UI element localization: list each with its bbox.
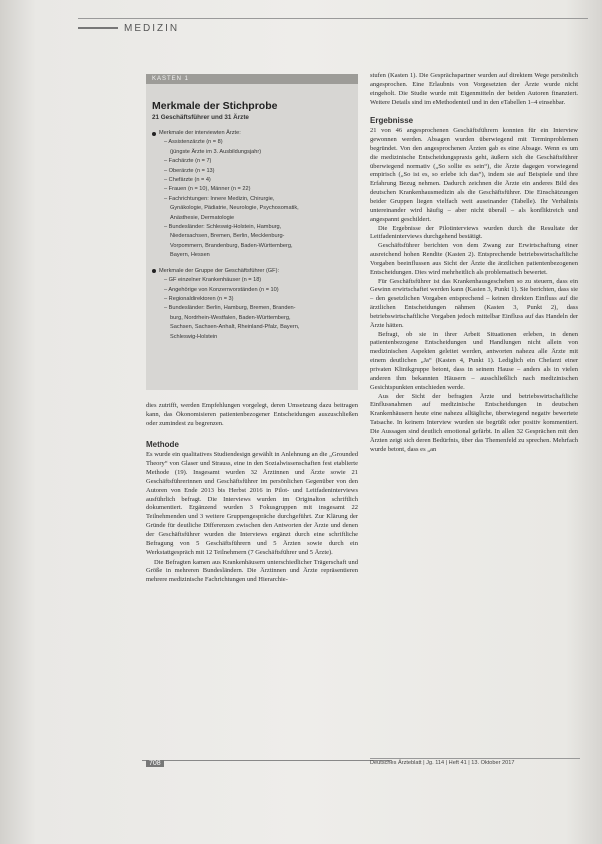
- list-item: Schleswig-Holstein: [170, 333, 218, 340]
- box-tag: [146, 74, 358, 84]
- box-subtitle: 21 Geschäftsführer und 31 Ärzte: [152, 114, 249, 121]
- header-rule: [78, 27, 118, 29]
- footer-rule-left: [142, 760, 392, 773]
- left-column: [146, 402, 358, 585]
- box-bullet: [152, 267, 356, 276]
- bullet-dot-icon: [152, 132, 156, 136]
- box-tag-label: KASTEN 1: [152, 76, 190, 82]
- list-item: – Bundesländer: Schleswig-Holstein, Hamburg,: [164, 224, 282, 231]
- results-paragraph: 21 von 46 angesprochenen Geschäftsführern konnten für ein Interview gewonnen werden. Absagen wurden überwiegend mit Terminproblemen begründet. Von den angesprochenen Ärzten gab es eine Absage. Wenn es um die medizinische Entscheidungspraxis geht, äußern sich die Geschäftsführer überwiegend normativ („So sollte es sein“), die Ärzte dagegen vorwiegend empirisch („So ist es, so erlebe ich das“), indem sie auf Beispiele und ihre Erfahrung Bezug nehmen. Dadurch zeichnen die Ärzte ein anderes Bild des deutschen Krankenhausmedizin als die Geschäftsführer. Die Einschätzungen beider Gruppen liegen vielfach weit auseinander (Tabelle). Ihr Verhältnis untereinander wird häufig – aber nicht überall – als konfliktreich und angespannt geschildert.: [370, 127, 578, 223]
- box-bullet: [152, 129, 356, 138]
- list-item: Bayern, Hessen: [170, 252, 210, 259]
- list-item: – Regionaldirektoren (n = 3): [164, 295, 234, 302]
- list-item: – Frauen (n = 10), Männer (n = 22): [164, 186, 251, 193]
- list-item: – Fachrichtungen: Innere Medizin, Chirurgie,: [164, 195, 275, 202]
- list-item: (jüngste Ärzte im 3. Ausbildungsjahr): [170, 148, 262, 155]
- bullet-lead: Merkmale der Gruppe der Geschäftsführer (GF):: [159, 267, 279, 274]
- info-box: [146, 74, 358, 390]
- list-item: – Chefärzte (n = 4): [164, 177, 211, 184]
- box-title: Merkmale der Stichprobe: [152, 100, 278, 112]
- journal-footer: Deutsches Ärzteblatt | Jg. 114 | Heft 41 | 13. Oktober 2017: [370, 760, 515, 766]
- list-item: – GF einzelner Krankenhäuser (n = 18): [164, 277, 262, 284]
- bullet-lead: Merkmale der interviewten Ärzte:: [159, 130, 241, 136]
- list-item: – Assistenzärzte (n = 8): [164, 139, 223, 146]
- list-item: – Fachärzte (n = 7): [164, 158, 212, 165]
- results-paragraph: Die Ergebnisse der Pilotinterviews wurden durch die Resultate der Leitfadeninterviews durchgehend bestätigt.: [370, 224, 578, 241]
- results-paragraph: Aus der Sicht der befragten Ärzte und betriebswirtschaftliche Einflussnahmen auf medizinische Entscheidungen in deutschen Krankenhäusern heute eine nahezu alltägliche, überwiegend negativ bewertete Tatsache. In keinem Interview wurden sie begrüßt oder positiv kommentiert. Die Aussagen sind deutlich emotional gefärbt. In allen 32 Gesprächen mit den Ärzten zeigt sich deren Bedürfnis, über das Themenfeld zu sprechen. Mehrfach wurde betont, dass es „an: [370, 392, 578, 453]
- list-item: – Oberärzte (n = 13): [164, 167, 215, 174]
- results-paragraph: Für Geschäftsführer ist das Krankenhausgeschehen so zu steuern, dass ein Gewinn erwirtschaftet werden kann (Kasten 3, Punkt 1). Sie berichten, dass sie – den gesetzlichen Vorgaben entsprechend – keinen direkten Einfluss auf die ärztlichen Entscheidungen nähmen (Kasten 3, Punkt 2), dass betriebswirtschaftliche Vorgaben jedoch mittelbar Einfluss auf das Handeln der Ärzte hätten.: [370, 277, 578, 329]
- page-number: 708: [146, 760, 164, 767]
- box-list: [152, 126, 356, 342]
- results-paragraph: Befragt, ob sie in ihrer Arbeit Situationen erleben, in denen patientenbezogene Entscheidungen und Handlungen nicht allein von medizinischen Aspekten geleitet werden, antworten nahezu alle Ärzte mit einem deutlichen „Ja“ (Kasten 4, Punkt 1). Lediglich ein Chefarzt einer privaten Klinikgruppe betont, dass in seinem Hause – anders als in vielen anderen ihm bekannten Häusern – ausschließlich nach medizinischen Gesichtspunkten entschieden werde.: [370, 330, 578, 391]
- results-paragraph: Geschäftsführer berichten von dem Zwang zur Erwirtschaftung einer ausreichend hohen Rendite (Kasten 2). Entsprechende betriebswirtschaftliche Vorgaben beeinflussen aus Sicht der Ärzte die ärztlichen patientenbezogenen Entscheidungen. Dies wird mehrheitlich als problematisch bewertet.: [370, 242, 578, 276]
- results-heading: Ergebnisse: [370, 116, 414, 126]
- method-paragraph: Die Befragten kamen aus Krankenhäusern unterschiedlicher Trägerschaft und Größe in mehreren Bundesländern. Die Ärztinnen und Ärzte repräsentieren mehrere medizinische Fachrichtungen und Hierarchie-: [146, 558, 358, 584]
- section-header: [78, 18, 588, 37]
- list-item: Anästhesie, Dermatologie: [170, 214, 235, 221]
- intro-paragraph: dies zutrifft, werden Empfehlungen vorgelegt, deren Umsetzung dazu beitragen kann, das Ökonomisieren patientenbezogener Entscheidungen auszuschließen oder zumindest zu begrenzen.: [146, 402, 358, 427]
- bullet-dot-icon: [152, 269, 156, 273]
- list-item: Niedersachsen, Bremen, Berlin, Mecklenburg-: [170, 233, 285, 240]
- list-item: Sachsen, Sachsen-Anhalt, Rheinland-Pfalz, Bayern,: [170, 324, 300, 331]
- list-item: burg, Nordrhein-Westfalen, Baden-Württemberg,: [170, 314, 291, 321]
- list-item: – Bundesländer: Berlin, Hamburg, Bremen, Branden-: [164, 305, 296, 312]
- section-label: MEDIZIN: [124, 22, 180, 34]
- right-column: [370, 72, 578, 454]
- intro-paragraph: stufen (Kasten 1). Die Gesprächspartner wurden auf direktem Wege persönlich angesprochen. Eine Erlaubnis von Vorgesetzten der Ärzte wurde nicht eingeholt. Die Studie wurde mit Eigenmitteln der beiden Autoren finanziert. Weitere Details sind im eMethodenteil und in den eTabellen 1–4 einsehbar.: [370, 72, 578, 106]
- footer-rule-right: [370, 758, 580, 759]
- list-item: Gynäkologie, Pädiatrie, Neurologie, Psychosomatik,: [170, 205, 299, 212]
- list-item: – Angehörige von Konzernvorständen (n = 10): [164, 286, 279, 293]
- method-paragraph: Es wurde ein qualitatives Studiendesign gewählt in Anlehnung an die „Grounded Theory“ von Glaser und Strauss, eine in den Sozialwissenschaften fest etablierte Methode (19). Insgesamt wurden 32 Ärztinnen und Ärzte sowie 21 Geschäftsführerinnen und Geschäftsführer im persönlichen Gegenüber von den Autoren von Ende 2013 bis Herbst 2016 in Pilot- und Leitfadeninterviews ausführlich befragt. Die Interviews wurden im Originalton schriftlich dokumentiert. Ergänzend wurden 3 Fokusgruppen mit insgesamt 22 Teilnehmenden und 3 weitere Gruppengespräche durchgeführt. Zur Klärung der Gründe für deutliche Differenzen zwischen den Antworten der Ärzte und denen der Geschäftsführer wurden die Interviews ergänzt durch eine schriftliche Befragung von 5 Geschäftsführern und 5 Ärzten sowie durch ein Werkstattgespräch mit 12 Teilnehmern (7 Geschäftsführer und 5 Ärzte).: [146, 451, 358, 556]
- list-item: Vorpommern, Brandenburg, Baden-Württemberg,: [170, 242, 293, 249]
- method-heading: Methode: [146, 439, 179, 449]
